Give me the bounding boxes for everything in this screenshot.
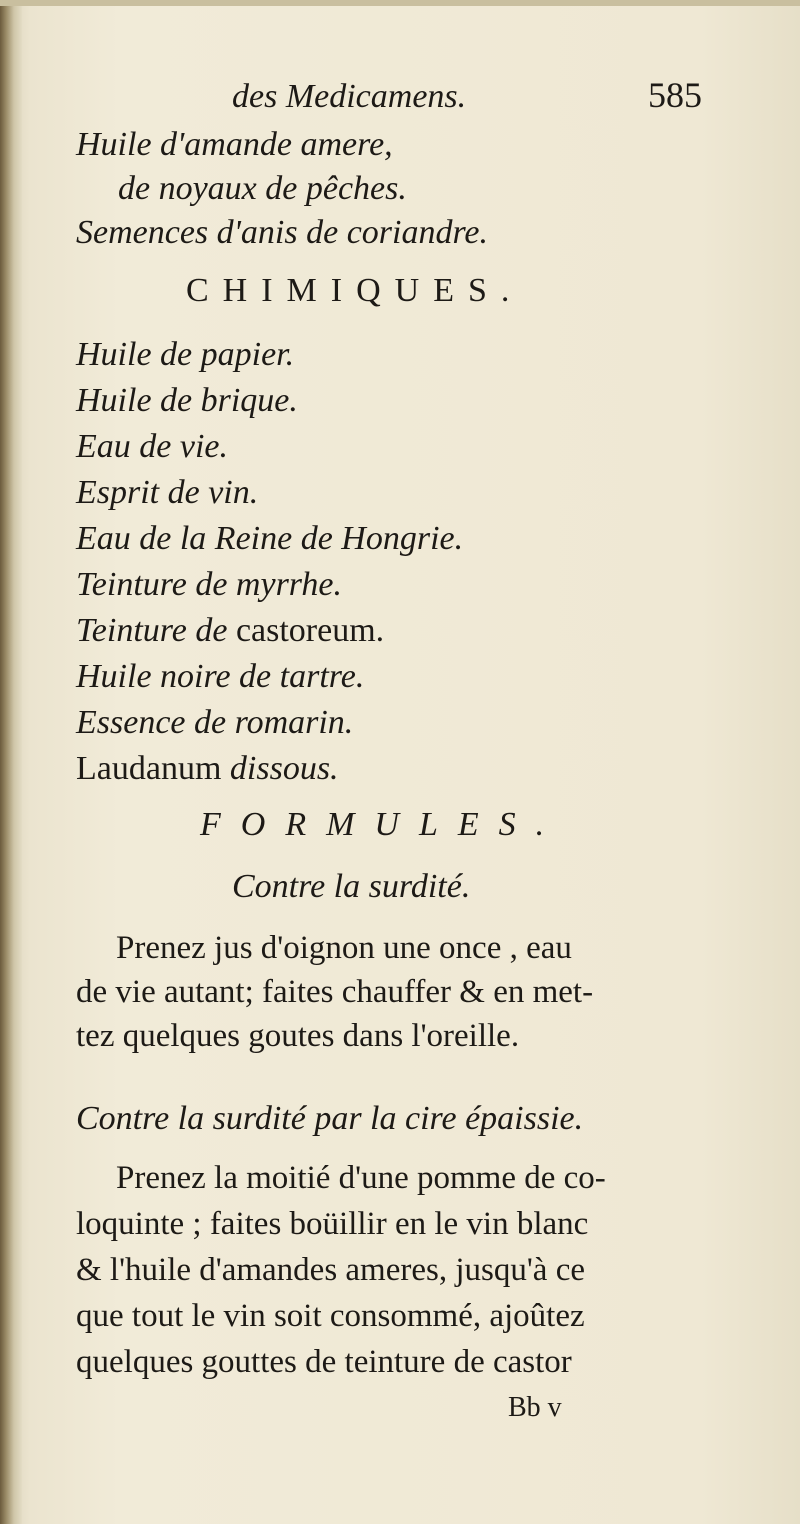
page-spine [0,0,22,1524]
chimique-item: Huile de papier. [76,336,295,373]
section-body-line: tez quelques goutes dans l'oreille. [76,1018,520,1054]
oil-list-item: de noyaux de pêches. [118,170,407,207]
section-body-line: que tout le vin soit consommé, ajoûtez [76,1298,585,1334]
page-top-edge [0,0,800,6]
oil-list-item: Huile d'amande amere, [76,126,393,163]
chimique-item: Eau de la Reine de Hongrie. [76,520,464,557]
section-title: Contre la surdité par la cire épaissie. [76,1100,584,1137]
chimiques-heading: CHIMIQUES. [186,272,524,309]
running-head: des Medicamens. [232,78,467,115]
chimique-item: Esprit de vin. [76,474,259,511]
section-body-line: Prenez jus d'oignon une once , eau [116,930,572,966]
section-body-line: loquinte ; faites boüillir en le vin blanc [76,1206,589,1242]
page-number: 585 [648,75,702,115]
chimique-item: Huile noire de tartre. [76,658,365,695]
chimique-item: Eau de vie. [76,428,228,465]
chimique-item: Teinture de myrrhe. [76,566,343,603]
section-body-line: quelques gouttes de teinture de castor [76,1344,572,1380]
chimique-item-roman: Laudanum [76,750,222,787]
section-title: Contre la surdité. [232,868,471,905]
chimique-item: Huile de brique. [76,382,298,419]
oil-list-item: Semences d'anis de coriandre. [76,214,489,251]
signature-mark: Bb v [508,1392,562,1423]
formules-heading: FORMULES. [200,806,565,843]
chimique-item: Laudanum dissous. [76,750,339,787]
section-body-line: de vie autant; faites chauffer & en met- [76,974,594,1010]
chimique-item-roman: castoreum. [235,612,385,649]
section-body-line: & l'huile d'amandes ameres, jusqu'à ce [76,1252,586,1288]
section-body-line: Prenez la moitié d'une pomme de co- [116,1160,606,1196]
chimique-item: Teinture de castoreum. [76,612,385,649]
chimique-item: Essence de romarin. [76,704,354,741]
